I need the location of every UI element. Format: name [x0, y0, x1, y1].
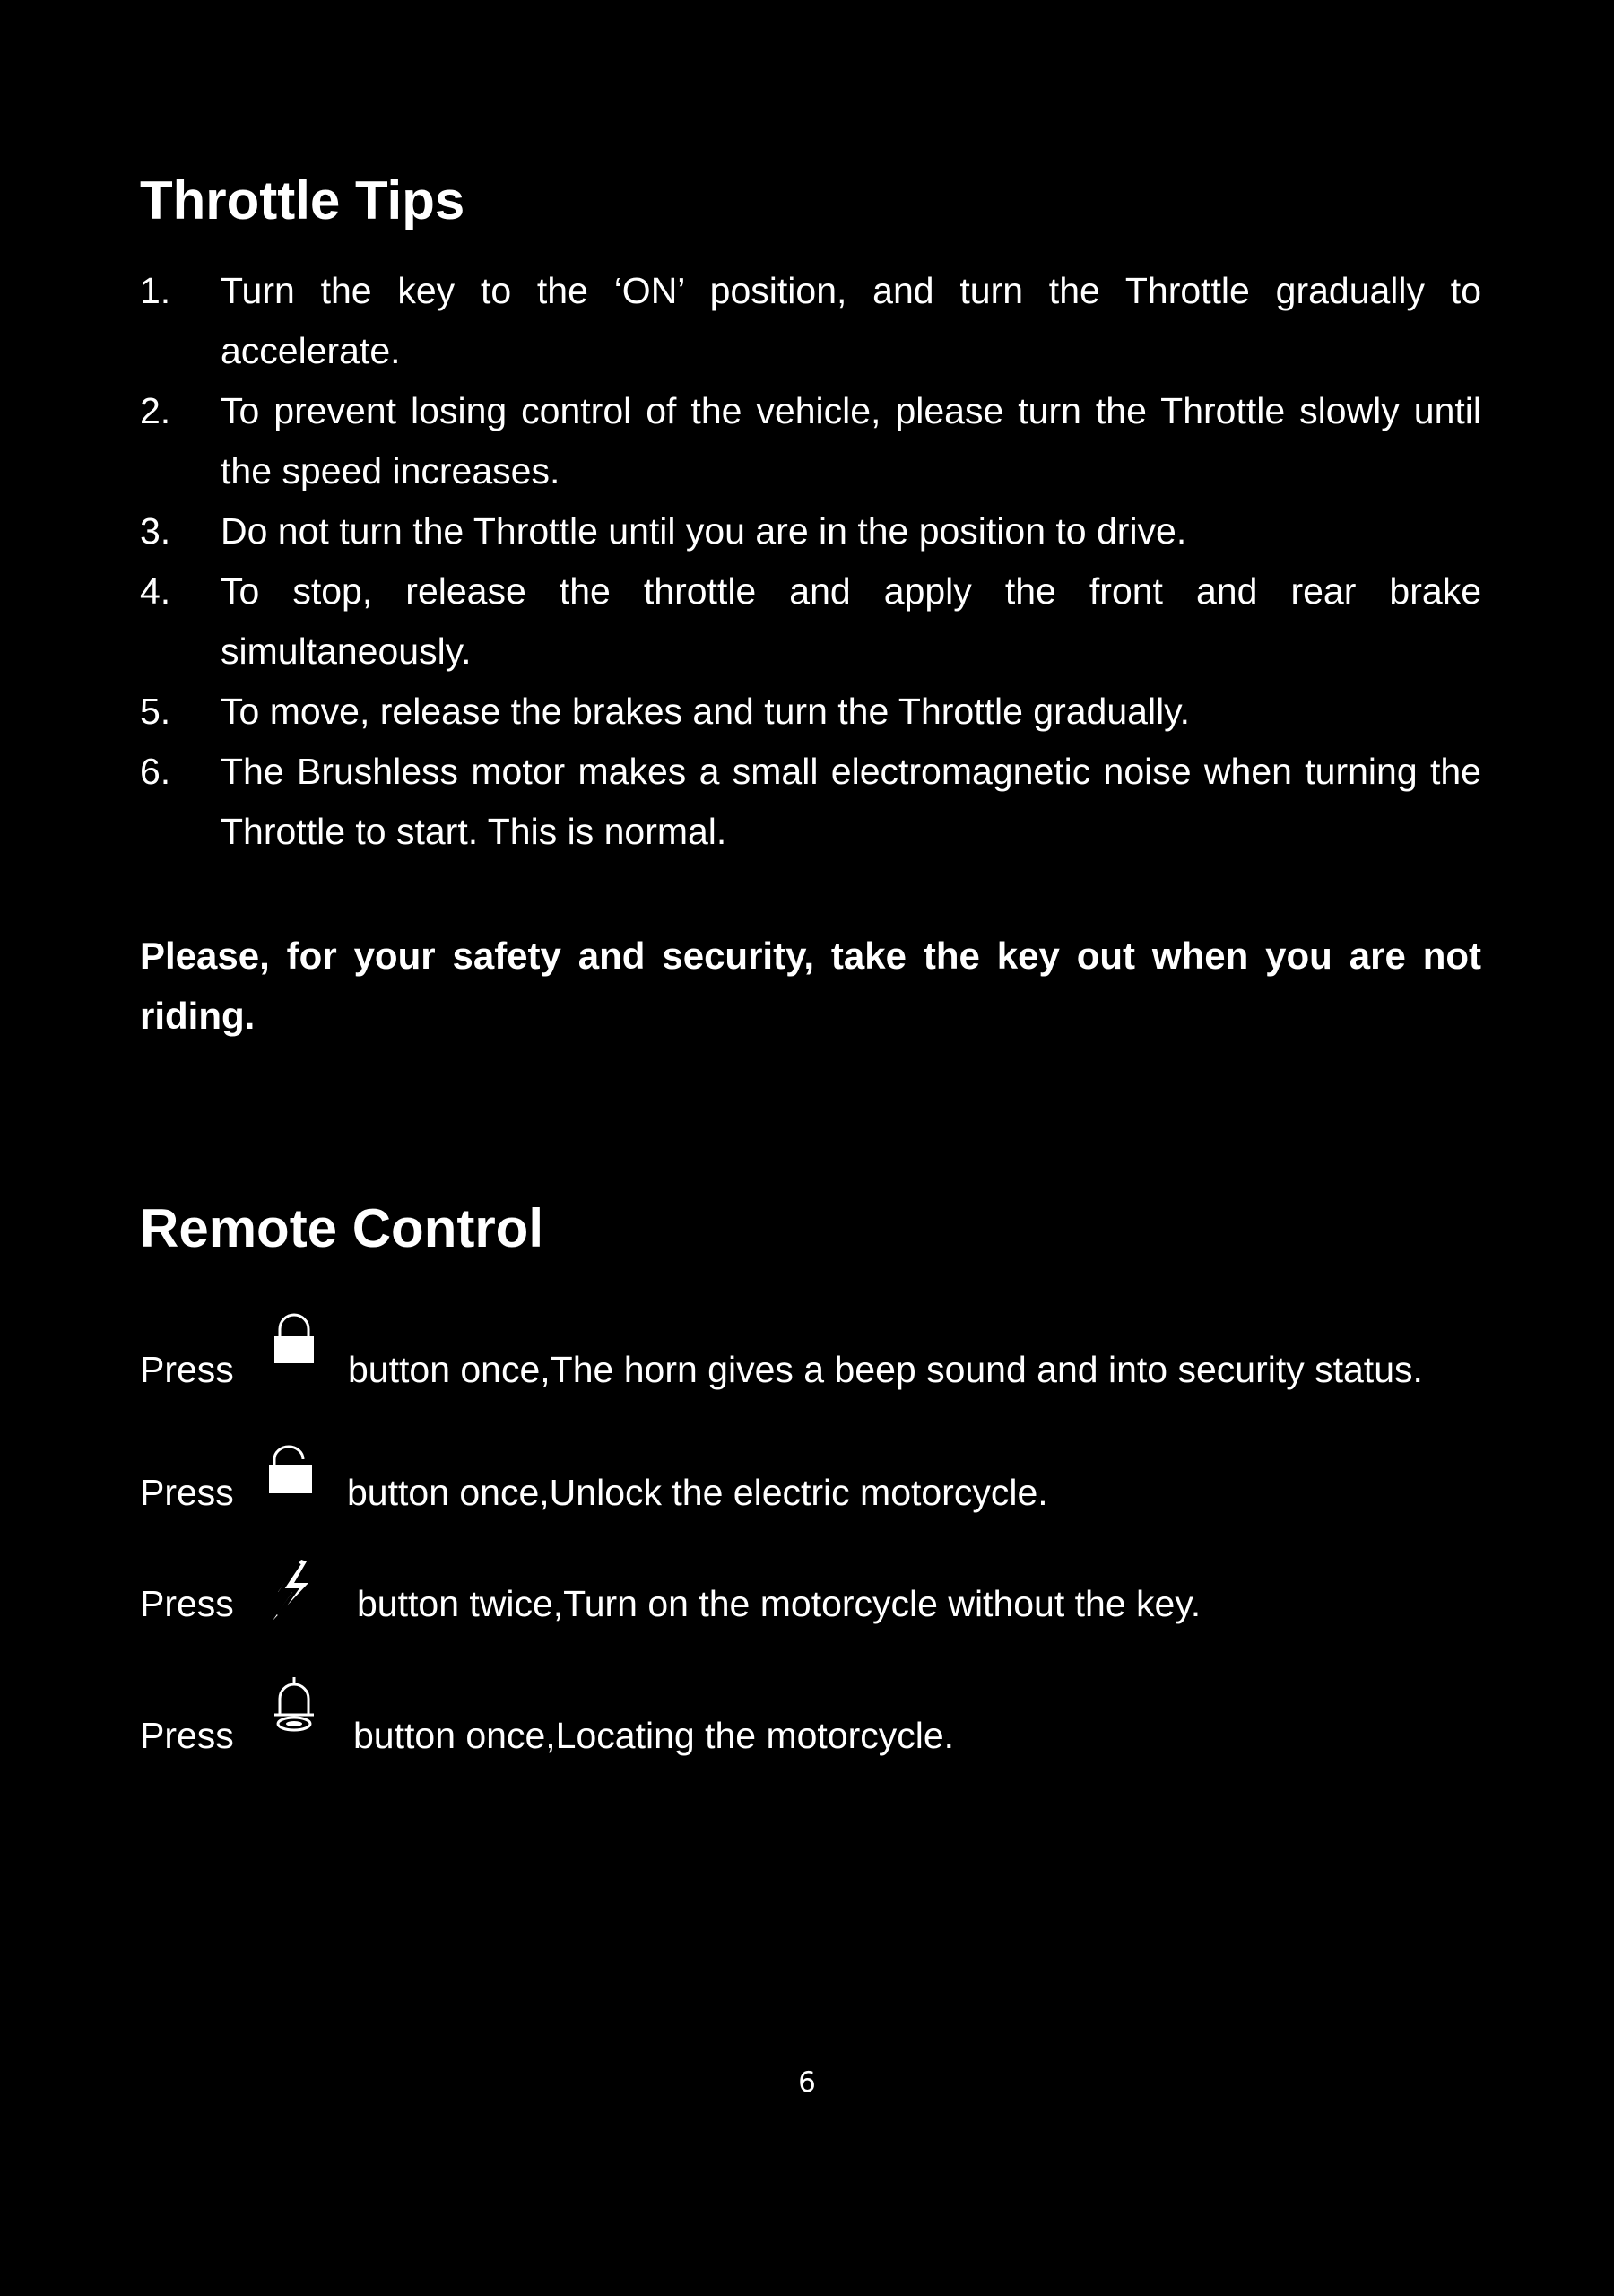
tip-item [140, 682, 1481, 742]
tip-number: 3. [140, 510, 171, 552]
press-label: Press [140, 1583, 234, 1624]
tip-text: The Brushless motor makes a small electromagnetic noise when turning the Throttle to start. This is normal. [221, 751, 1481, 852]
remote-row-lock [140, 1302, 1539, 1392]
remote-row-description: button once,Locating the motorcycle. [353, 1715, 955, 1756]
tip-text: To stop, release the throttle and apply the front and rear brake simultaneously. [221, 570, 1481, 672]
tip-number: 5. [140, 691, 171, 732]
remote-row-unlock [140, 1425, 1539, 1515]
bell-icon [265, 1674, 323, 1738]
unlock-icon [262, 1443, 319, 1500]
tip-item [140, 501, 1481, 561]
remote-row-description: button once,The horn gives a beep sound and into security status. [348, 1349, 1423, 1390]
remote-row-power [140, 1536, 1539, 1626]
press-label: Press [140, 1349, 234, 1390]
tip-text: Do not turn the Throttle until you are in the position to drive. [221, 510, 1187, 552]
press-label: Press [140, 1472, 234, 1513]
tip-text: To prevent losing control of the vehicle, please turn the Throttle slowly until the speed increases. [221, 390, 1481, 491]
tip-number: 1. [140, 270, 171, 311]
throttle-tips-heading: Throttle Tips [140, 170, 465, 230]
page-number: 6 [798, 2066, 816, 2099]
tip-text: Turn the key to the ‘ON’ position, and turn the Throttle gradually to accelerate. [221, 270, 1481, 371]
tip-number: 4. [140, 570, 171, 612]
remote-control-heading: Remote Control [140, 1198, 543, 1258]
safety-note: Please, for your safety and security, take the key out when you are not riding. [140, 935, 1481, 1037]
tip-text: To move, release the brakes and turn the Throttle gradually. [221, 691, 1191, 732]
tip-item [140, 561, 1481, 682]
throttle-tips-list [140, 261, 1481, 862]
lock-icon [265, 1311, 323, 1369]
press-label: Press [140, 1715, 234, 1756]
tip-number: 2. [140, 390, 171, 431]
tip-item [140, 261, 1481, 381]
tip-number: 6. [140, 751, 171, 792]
tip-item [140, 381, 1481, 501]
remote-row-description: button twice,Turn on the motorcycle without the key. [357, 1583, 1202, 1624]
remote-row-bell [140, 1668, 1539, 1758]
lightning-icon [265, 1558, 319, 1622]
tip-item [140, 742, 1481, 862]
remote-row-description: button once,Unlock the electric motorcycle. [347, 1472, 1048, 1513]
